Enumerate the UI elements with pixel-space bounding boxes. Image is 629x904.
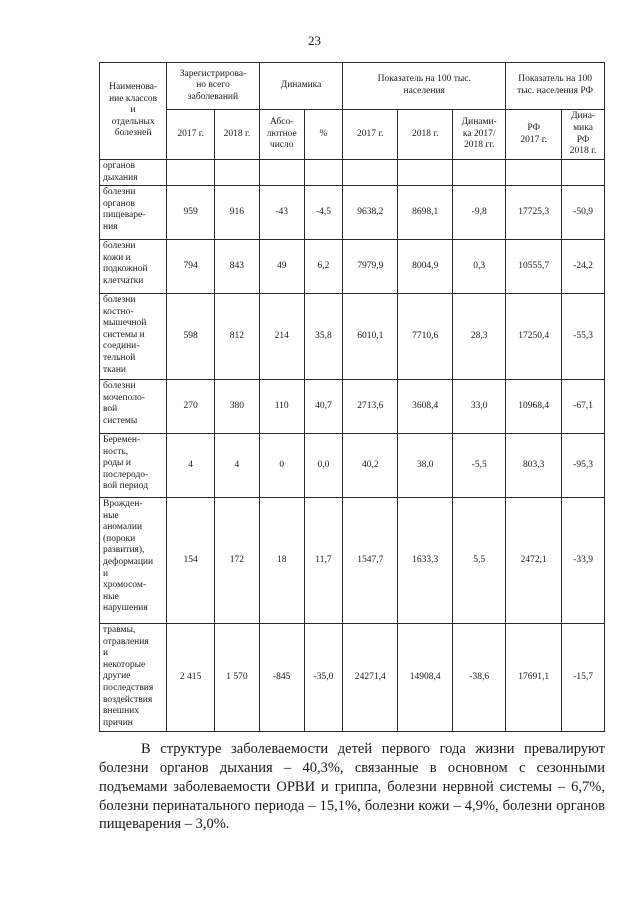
cell-rf-2017: 17691,1 — [506, 624, 562, 732]
header-reg-2018: 2018 г. — [215, 110, 260, 160]
table-row — [100, 294, 605, 380]
cell-per100k-2018: 8004,9 — [398, 240, 453, 294]
header-rf-2017: РФ 2017 г. — [506, 110, 562, 160]
cell-absolute: -845 — [259, 624, 304, 732]
cell-per100k-2018: 7710,6 — [398, 294, 453, 380]
cell-dynamics: -9,8 — [453, 186, 506, 240]
header-dynamics: Динамика — [259, 63, 342, 110]
cell-per100k-2018: 38,0 — [398, 434, 453, 498]
header-percent: % — [304, 110, 343, 160]
cell-per100k-2018: 8698,1 — [398, 186, 453, 240]
cell-percent — [304, 160, 343, 186]
header-registered: Зарегистрирова- но всего заболеваний — [167, 63, 260, 110]
cell-rf-dynamics: -55,3 — [562, 294, 605, 380]
header-per-100k: Показатель на 100 тыс. населения — [343, 63, 506, 110]
cell-reg-2017: 2 415 — [167, 624, 215, 732]
cell-rf-2017 — [506, 160, 562, 186]
cell-percent: -35,0 — [304, 624, 343, 732]
cell-disease-class: болезни костно- мышечной системы и соедини- тельной ткани — [100, 294, 167, 380]
header-per100k-2018: 2018 г. — [398, 110, 453, 160]
cell-dynamics: -38,6 — [453, 624, 506, 732]
cell-reg-2018: 916 — [215, 186, 260, 240]
cell-rf-dynamics: -33,9 — [562, 498, 605, 624]
cell-per100k-2017: 6010,1 — [343, 294, 398, 380]
header-per-100k-rf: Показатель на 100 тыс. населения РФ — [506, 63, 605, 110]
cell-percent: -4,5 — [304, 186, 343, 240]
cell-dynamics: -5,5 — [453, 434, 506, 498]
cell-disease-class: болезни мочеполо- вой системы — [100, 380, 167, 434]
cell-absolute: 0 — [259, 434, 304, 498]
cell-per100k-2017: 9638,2 — [343, 186, 398, 240]
cell-percent: 0,0 — [304, 434, 343, 498]
header-rf-dynamics: Дина- мика РФ 2018 г. — [562, 110, 605, 160]
cell-absolute: 110 — [259, 380, 304, 434]
cell-rf-2017: 10968,4 — [506, 380, 562, 434]
table-row — [100, 434, 605, 498]
cell-per100k-2017: 24271,4 — [343, 624, 398, 732]
statistics-table — [99, 62, 605, 732]
cell-per100k-2017: 2713,6 — [343, 380, 398, 434]
cell-per100k-2018: 1633,3 — [398, 498, 453, 624]
cell-reg-2017 — [167, 160, 215, 186]
cell-disease-class: Беремен- ность, роды и послеродо- вой период — [100, 434, 167, 498]
cell-rf-2017: 2472,1 — [506, 498, 562, 624]
cell-disease-class: Врожден- ные аномалии (пороки развития), деформации и хромосом- ные нарушения — [100, 498, 167, 624]
cell-percent: 11,7 — [304, 498, 343, 624]
cell-per100k-2017 — [343, 160, 398, 186]
cell-rf-dynamics: -24,2 — [562, 240, 605, 294]
cell-reg-2017: 154 — [167, 498, 215, 624]
cell-absolute: 49 — [259, 240, 304, 294]
cell-rf-dynamics: -15,7 — [562, 624, 605, 732]
cell-absolute: 214 — [259, 294, 304, 380]
cell-per100k-2017: 1547,7 — [343, 498, 398, 624]
cell-rf-2017: 17725,3 — [506, 186, 562, 240]
cell-dynamics: 0,3 — [453, 240, 506, 294]
cell-disease-class: болезни кожи и подкожной клетчатки — [100, 240, 167, 294]
cell-reg-2018: 172 — [215, 498, 260, 624]
cell-rf-dynamics: -95,3 — [562, 434, 605, 498]
cell-dynamics: 5,5 — [453, 498, 506, 624]
cell-dynamics — [453, 160, 506, 186]
table-row — [100, 380, 605, 434]
header-absolute: Абсо- лютное число — [259, 110, 304, 160]
cell-dynamics: 33,0 — [453, 380, 506, 434]
cell-reg-2017: 270 — [167, 380, 215, 434]
cell-percent: 40,7 — [304, 380, 343, 434]
cell-reg-2017: 4 — [167, 434, 215, 498]
cell-reg-2017: 794 — [167, 240, 215, 294]
cell-rf-dynamics: -50,9 — [562, 186, 605, 240]
table-row — [100, 186, 605, 240]
cell-dynamics: 28,3 — [453, 294, 506, 380]
cell-rf-2017: 17250,4 — [506, 294, 562, 380]
table-row — [100, 624, 605, 732]
cell-reg-2018: 812 — [215, 294, 260, 380]
cell-percent: 6,2 — [304, 240, 343, 294]
cell-absolute: -43 — [259, 186, 304, 240]
cell-reg-2018 — [215, 160, 260, 186]
table-row — [100, 240, 605, 294]
cell-rf-2017: 10555,7 — [506, 240, 562, 294]
header-reg-2017: 2017 г. — [167, 110, 215, 160]
cell-per100k-2018: 14908,4 — [398, 624, 453, 732]
cell-reg-2018: 4 — [215, 434, 260, 498]
cell-reg-2018: 380 — [215, 380, 260, 434]
cell-disease-class: болезни органов пищеваре- ния — [100, 186, 167, 240]
cell-absolute — [259, 160, 304, 186]
header-dynamics-2017-2018: Динами- ка 2017/ 2018 гг. — [453, 110, 506, 160]
cell-per100k-2018: 3608,4 — [398, 380, 453, 434]
cell-disease-class: органов дыхания — [100, 160, 167, 186]
page-number: 23 — [308, 33, 321, 48]
table-row — [100, 160, 605, 186]
cell-reg-2018: 843 — [215, 240, 260, 294]
header-per100k-2017: 2017 г. — [343, 110, 398, 160]
cell-rf-2017: 803,3 — [506, 434, 562, 498]
cell-rf-dynamics — [562, 160, 605, 186]
cell-per100k-2018 — [398, 160, 453, 186]
cell-reg-2017: 959 — [167, 186, 215, 240]
cell-per100k-2017: 40,2 — [343, 434, 398, 498]
cell-percent: 35,8 — [304, 294, 343, 380]
cell-reg-2018: 1 570 — [215, 624, 260, 732]
cell-per100k-2017: 7979,9 — [343, 240, 398, 294]
cell-absolute: 18 — [259, 498, 304, 624]
cell-rf-dynamics: -67,1 — [562, 380, 605, 434]
header-disease-class: Наименова- ние классов и отдельных болезней — [100, 63, 167, 160]
table-row — [100, 498, 605, 624]
cell-disease-class: травмы, отравления и некоторые другие последствия воздействия внешних причин — [100, 624, 167, 732]
summary-paragraph: В структуре заболеваемости детей первого года жизни превалируют болезни органов дыхания – 40,3%, связанные в основном с сезонными подъемами заболеваемости ОРВИ и гриппа, болезни нервной системы – 6,7%, болезни перинатального периода – 15,1%, болезни кожи – 4,9%, болезни органов пищеварения – 3,0%. — [99, 741, 605, 833]
cell-reg-2017: 598 — [167, 294, 215, 380]
